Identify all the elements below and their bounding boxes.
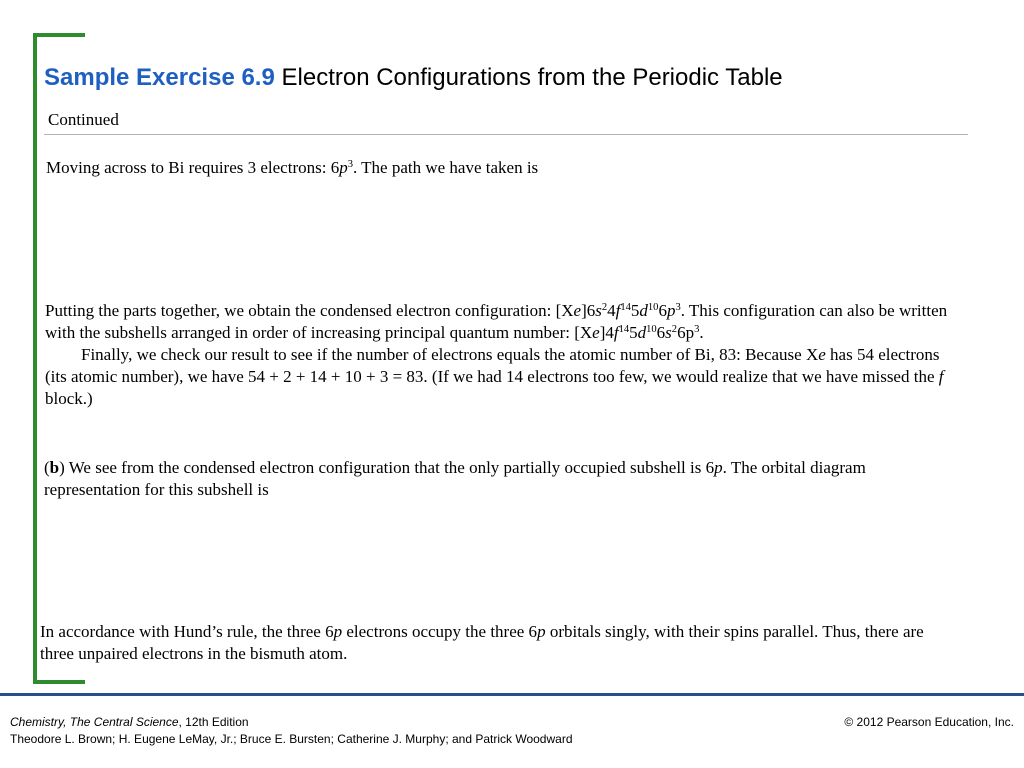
paragraph-bi-path: Moving across to Bi requires 3 electrons: $6p^3$. The path we have taken is: [46, 158, 539, 177]
paragraph-partially-occupied-subshell: (b) We see from the condensed electron configuration that the only partially occupied subshell is 6p. The orbital diagram representation for this subshell is: [44, 458, 866, 499]
footer-authors: Theodore L. Brown; H. Eugene LeMay, Jr.; Bruce E. Bursten; Catherine J. Murphy; and Patrick Woodward: [10, 732, 573, 746]
title-exercise-number: Sample Exercise 6.9: [44, 64, 275, 91]
slide-subtitle: Continued: [48, 110, 119, 129]
title-topic: Electron Configurations from the Periodic Table: [281, 64, 783, 91]
footer-divider: [0, 693, 1024, 696]
footer-copyright: © 2012 Pearson Education, Inc.: [844, 715, 1014, 729]
paragraph-condensed-configuration: Putting the parts together, we obtain the condensed electron configuration: $[Xe]6s^24f^{14}5d^{10}6p^3$. This configuration can also be written with the subshells arranged in order of increasing principal quantum number: $[Xe]4f^{14}5d^{10}6s^26p^3$. Finally, we check our result to see if the number of electrons equals the atomic number of Bi, 83: Because Xe has 54 electrons (its atomic number), we have 54 + 2 + 14 + 10 + 3 = 83. (If we had 14 electrons too few, we would realize that we have missed the f block.): [45, 301, 948, 408]
slide-title: [44, 62, 783, 94]
footer-book-title: Chemistry, The Central Science, 12th Edition: [10, 715, 249, 729]
slide-frame-bracket-top: [33, 33, 85, 37]
slide-frame-bracket-bottom: [33, 680, 85, 684]
header-divider: [44, 134, 968, 135]
paragraph-hunds-rule: In accordance with Hund’s rule, the three 6p electrons occupy the three 6p orbitals singly, with their spins parallel. Thus, there are three unpaired electrons in the bismuth atom.: [40, 622, 924, 663]
slide-frame-bracket-vertical: [33, 33, 37, 684]
